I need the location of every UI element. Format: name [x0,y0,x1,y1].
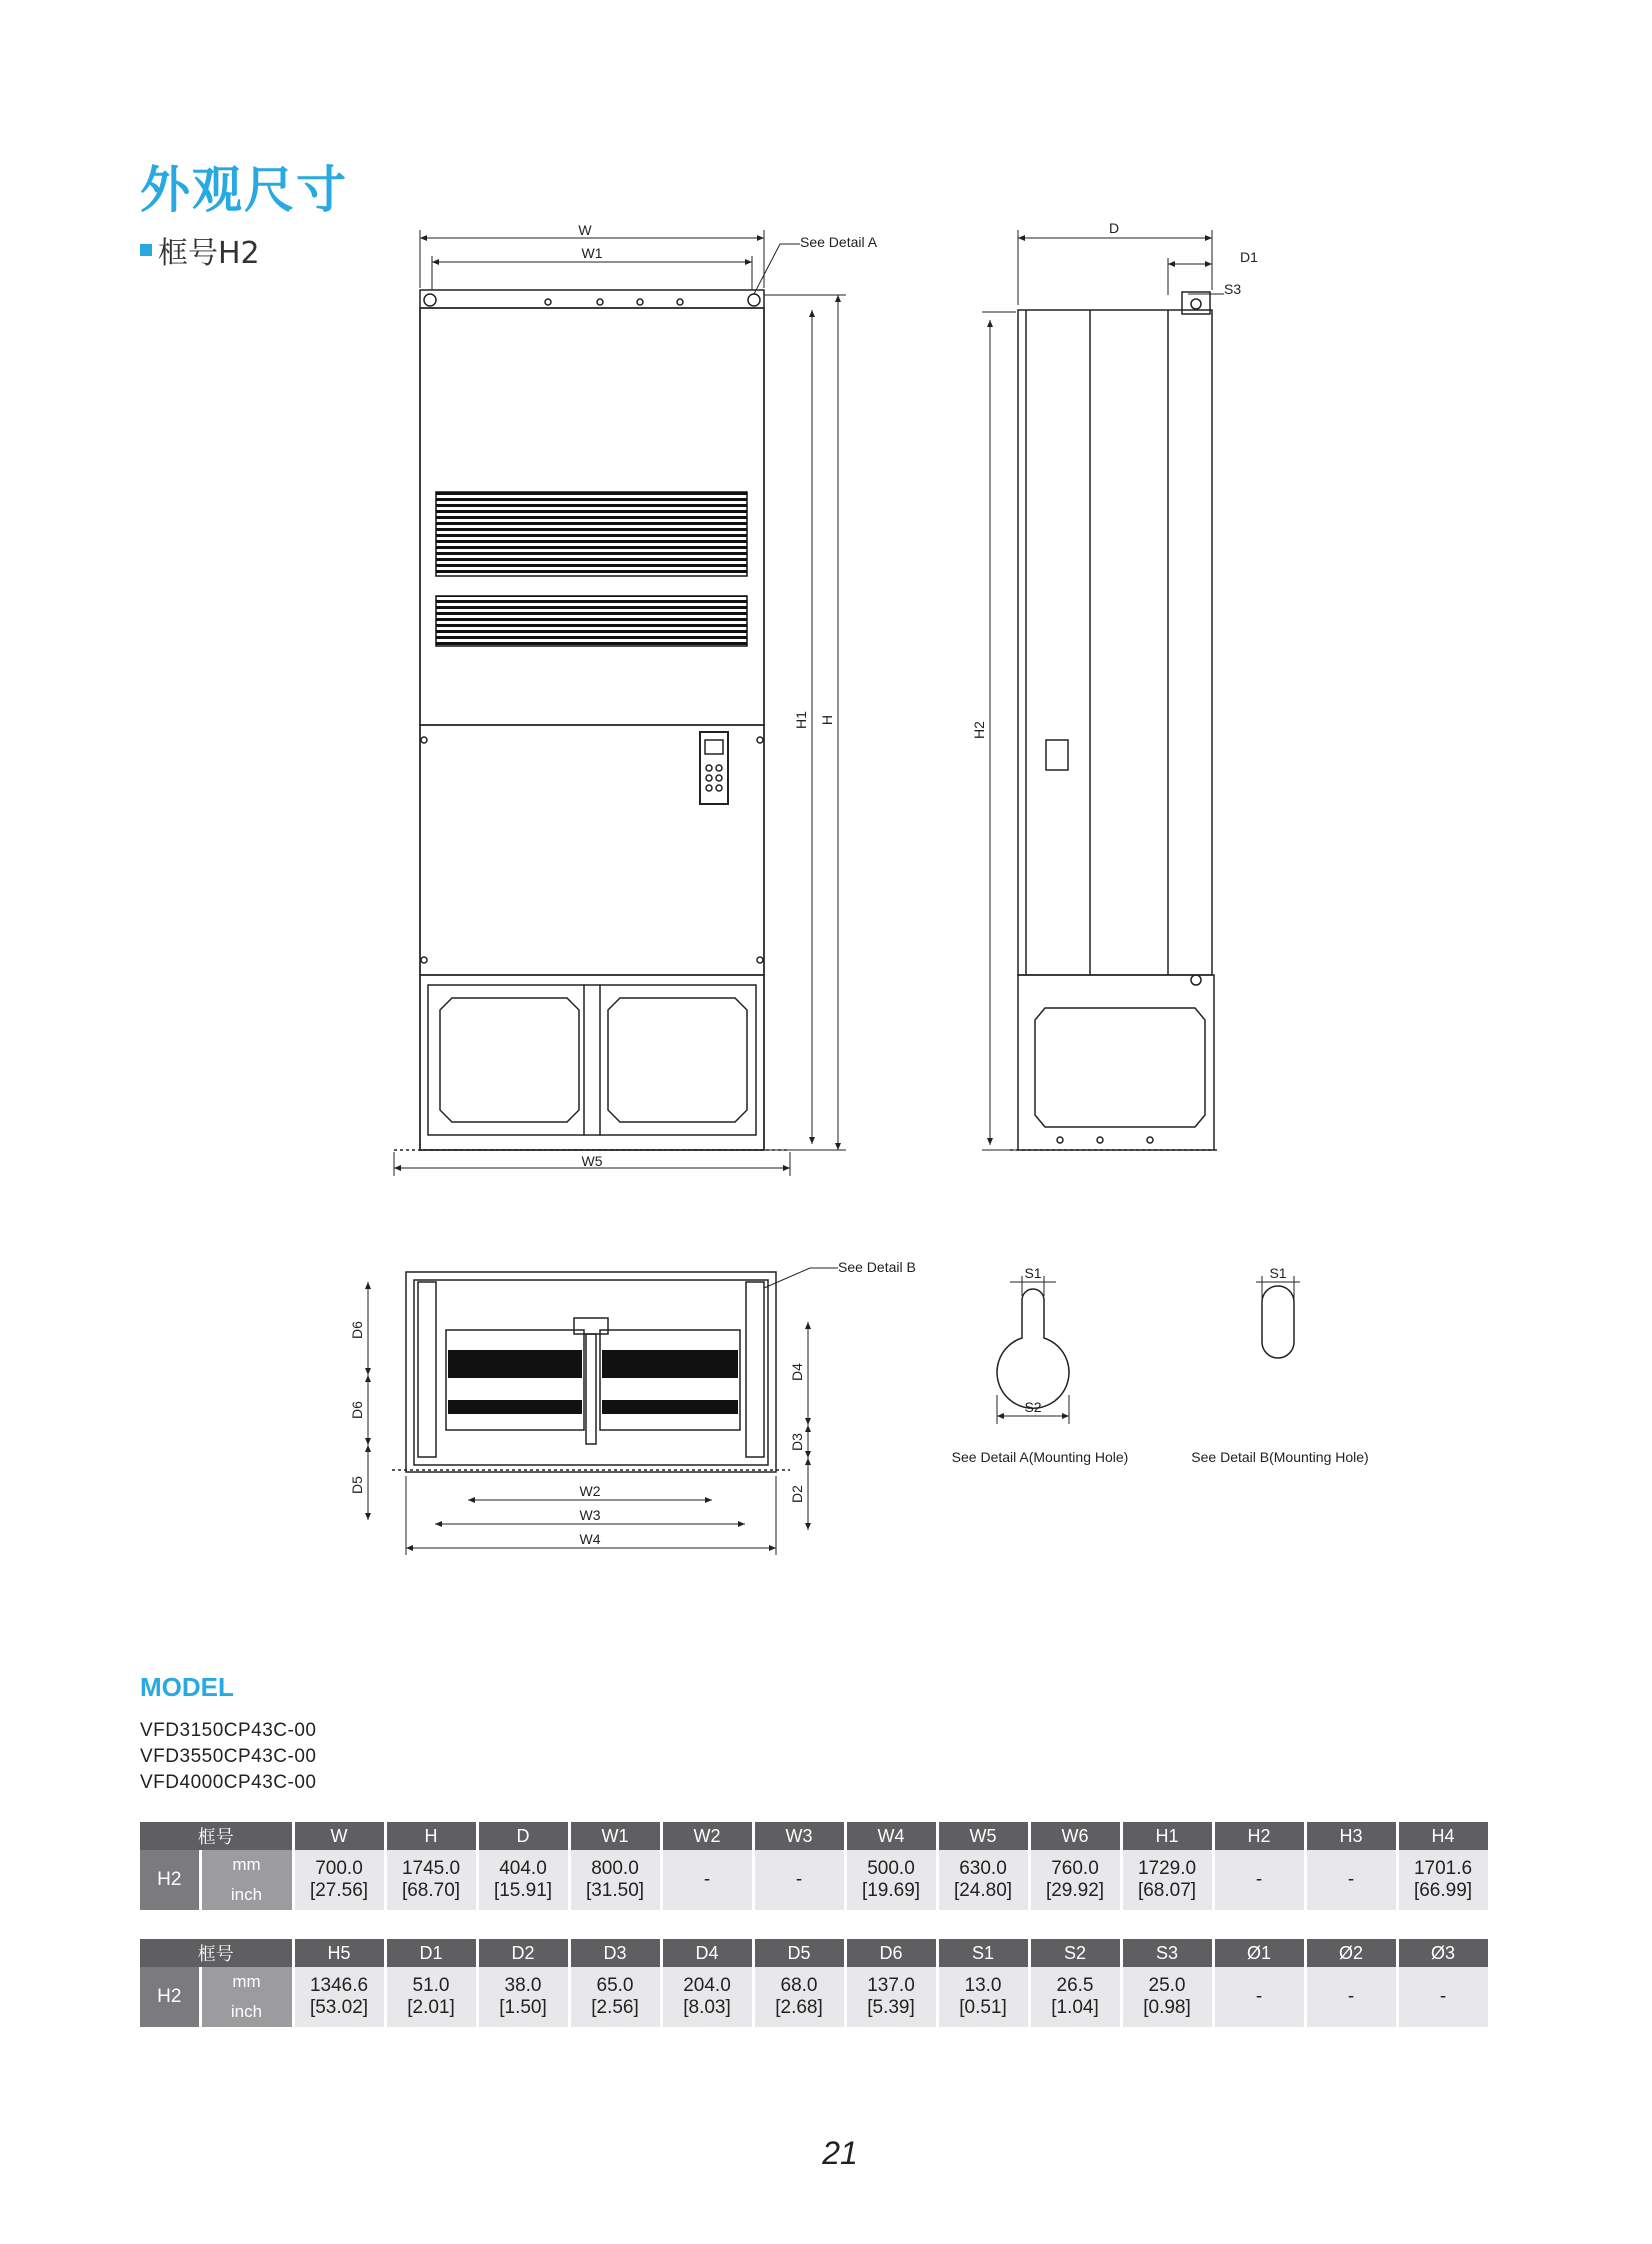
col-header: D6 [845,1939,937,1967]
value-cell: - [661,1850,753,1910]
col-header: W2 [661,1822,753,1850]
col-header: Ø2 [1305,1939,1397,1967]
value-cell: 68.0 [2.68] [753,1967,845,2027]
value-cell: 500.0 [19.69] [845,1850,937,1910]
value-cell: 404.0 [15.91] [477,1850,569,1910]
dim-d3-label: D3 [789,1433,805,1451]
col-header: W5 [937,1822,1029,1850]
model-item: VFD3550CP43C-00 [140,1746,317,1767]
col-header: W1 [569,1822,661,1850]
col-header: H5 [293,1939,385,1967]
col-header: H1 [1121,1822,1213,1850]
value-cell: - [753,1850,845,1910]
col-header: D1 [385,1939,477,1967]
value-cell: 1346.6 [53.02] [293,1967,385,2027]
dim-w-label: W [578,222,592,238]
dim-w3-label: W3 [579,1507,601,1523]
value-cell: 760.0 [29.92] [1029,1850,1121,1910]
detail-b-s1-label: S1 [1269,1265,1287,1281]
col-header: W6 [1029,1822,1121,1850]
dim-h2-label: H2 [971,721,987,739]
dim-d1-label: D1 [1240,249,1258,265]
model-item: VFD3150CP43C-00 [140,1720,317,1741]
value-cell: 1729.0 [68.07] [1121,1850,1213,1910]
detail-a-s1-label: S1 [1024,1265,1042,1281]
dim-d2-label: D2 [789,1485,805,1503]
table-corner-header: 框号 [140,1822,293,1850]
value-cell: - [1305,1850,1397,1910]
value-cell: 13.0 [0.51] [937,1967,1029,2027]
model-item: VFD4000CP43C-00 [140,1772,317,1793]
table-row [140,1850,1489,1880]
col-header: H [385,1822,477,1850]
table-header-row [140,1939,1489,1967]
col-header: D [477,1822,569,1850]
col-header: S1 [937,1939,1029,1967]
bottom-view [392,1272,790,1472]
dim-d-label: D [1108,220,1120,236]
value-cell: 800.0 [31.50] [569,1850,661,1910]
detail-b-callout: See Detail B [838,1259,916,1275]
dim-s3-label: S3 [1224,281,1242,297]
value-cell: 25.0 [0.98] [1121,1967,1213,2027]
frame-label-text: 框号H2 [158,236,260,271]
dim-h-label: H [819,714,835,726]
table-corner-header: 框号 [140,1939,293,1967]
dim-w5-label: W5 [581,1153,603,1169]
value-cell: 630.0 [24.80] [937,1850,1029,1910]
dim-h1-label: H1 [793,711,809,729]
dim-d6a-label: D6 [349,1321,365,1339]
dimension-table-1 [140,1822,1491,1910]
value-cell: 51.0 [2.01] [385,1967,477,2027]
unit-inch-cell: inch [200,1997,293,2027]
value-cell: - [1397,1967,1489,2027]
detail-b-caption: See Detail B(Mounting Hole) [1191,1449,1369,1465]
front-dimensions [394,230,846,1176]
col-header: D4 [661,1939,753,1967]
table-row [140,1967,1489,1997]
value-cell: 137.0 [5.39] [845,1967,937,2027]
col-header: H2 [1213,1822,1305,1850]
model-list [140,1718,316,1796]
value-cell: - [1305,1967,1397,2027]
dim-d4-label: D4 [789,1363,805,1381]
col-header: S2 [1029,1939,1121,1967]
frame-cell: H2 [140,1850,200,1910]
unit-inch-cell: inch [200,1880,293,1910]
col-header: H4 [1397,1822,1489,1850]
value-cell: 1701.6 [66.99] [1397,1850,1489,1910]
page-title: 外观尺寸 [140,161,348,219]
col-header: Ø1 [1213,1939,1305,1967]
value-cell: 38.0 [1.50] [477,1967,569,2027]
dim-d5-label: D5 [349,1476,365,1494]
front-view [394,290,790,1150]
unit-mm-cell: mm [200,1850,293,1880]
model-heading: MODEL [140,1672,234,1702]
dim-w4-label: W4 [579,1531,601,1547]
col-header: W3 [753,1822,845,1850]
col-header: D3 [569,1939,661,1967]
value-cell: 65.0 [2.56] [569,1967,661,2027]
dim-d6b-label: D6 [349,1401,365,1419]
col-header: S3 [1121,1939,1213,1967]
value-cell: - [1213,1850,1305,1910]
detail-a-callout: See Detail A [800,234,878,250]
value-cell: 700.0 [27.56] [293,1850,385,1910]
col-header: D5 [753,1939,845,1967]
detail-b-slot [1256,1276,1300,1358]
dim-w1-label: W1 [581,245,603,261]
col-header: W4 [845,1822,937,1850]
value-cell: 26.5 [1.04] [1029,1967,1121,2027]
value-cell: 1745.0 [68.70] [385,1850,477,1910]
side-view [1010,292,1220,1150]
unit-mm-cell: mm [200,1967,293,1997]
detail-a-caption: See Detail A(Mounting Hole) [951,1449,1129,1465]
col-header: D2 [477,1939,569,1967]
value-cell: 204.0 [8.03] [661,1967,753,2027]
col-header: W [293,1822,385,1850]
col-header: Ø3 [1397,1939,1489,1967]
page-number: 21 [822,2135,858,2171]
detail-a-s2-label: S2 [1024,1399,1042,1415]
col-header: H3 [1305,1822,1397,1850]
frame-cell: H2 [140,1967,200,2027]
dim-w2-label: W2 [579,1483,601,1499]
dimension-table-2 [140,1939,1491,2027]
value-cell: - [1213,1967,1305,2027]
table-header-row [140,1822,1489,1850]
